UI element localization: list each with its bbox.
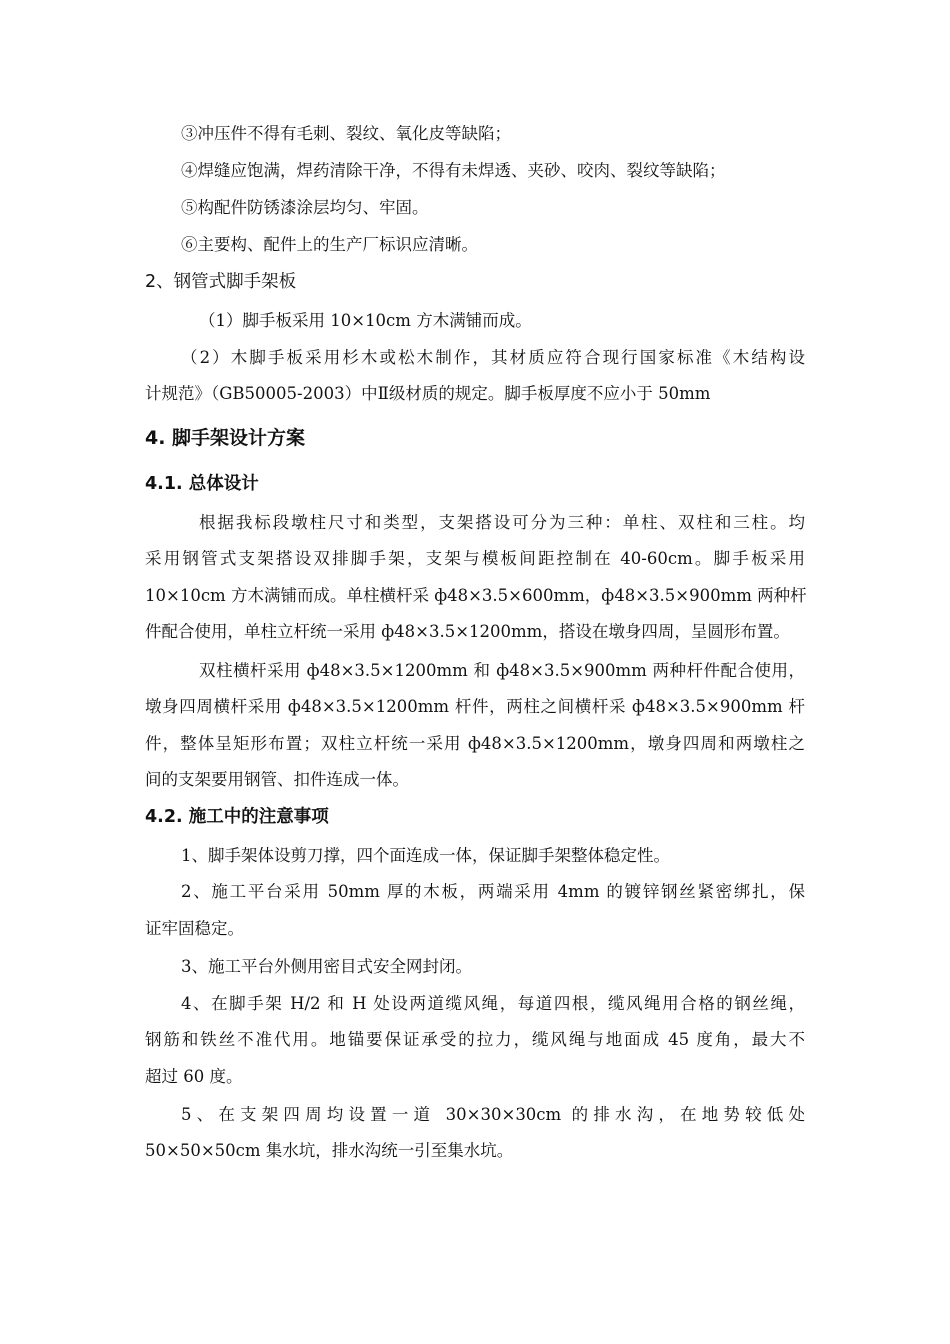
section-2-heading: 2、钢管式脚手架板 (145, 272, 297, 292)
overall-design-p2-line-1: 双柱横杆采用 ф48×3.5×1200mm 和 ф48×3.5×900mm 两种杆件配合使用， (199, 661, 805, 680)
overall-design-p2-line-3: 件，整体呈矩形布置；双柱立杆统一采用 ф48×3.5×1200mm，墩身四周和两墩柱之 (145, 734, 805, 753)
note-2-line-1: 2、施工平台采用 50mm 厚的木板，两端采用 4mm 的镀锌钢丝紧密绑扎，保 (181, 882, 805, 901)
section-4-2-heading: 4.2. 施工中的注意事项 (145, 807, 329, 827)
note-1: 1、脚手架体设剪刀撑，四个面连成一体，保证脚手架整体稳定性。 (181, 846, 670, 865)
defect-item-6: ⑥主要构、配件上的生产厂标识应清晰。 (181, 235, 478, 254)
note-5-line-2: 50×50×50cm 集水坑，排水沟统一引至集水坑。 (145, 1141, 514, 1160)
overall-design-p2-line-2: 墩身四周横杆采用 ф48×3.5×1200mm 杆件，两柱之间横杆采 ф48×3.5×900mm 杆 (145, 697, 805, 716)
note-5-line-1: 5、在支架四周均设置一道 30×30×30cm 的排水沟，在地势较低处 (181, 1105, 805, 1124)
defect-item-4: ④焊缝应饱满，焊药清除干净，不得有未焊透、夹砂、咬肉、裂纹等缺陷； (181, 161, 726, 180)
overall-design-p1-line-1: 根据我标段墩柱尺寸和类型，支架搭设可分为三种：单柱、双柱和三柱。均 (199, 513, 805, 532)
overall-design-p1-line-4: 件配合使用，单柱立杆统一采用 ф48×3.5×1200mm，搭设在墩身四周，呈圆形布置。 (145, 622, 790, 641)
overall-design-p1-line-2: 采用钢管式支架搭设双排脚手架，支架与模板间距控制在 40-60cm。脚手板采用 (145, 549, 805, 568)
note-4-line-1: 4、在脚手架 H/2 和 H 处设两道缆风绳，每道四根，缆风绳用合格的钢丝绳， (181, 994, 805, 1013)
overall-design-p1-line-3: 10×10cm 方木满铺而成。单柱横杆采 ф48×3.5×600mm，ф48×3.5×900mm 两种杆 (145, 586, 807, 605)
board-item-2-line-2: 计规范》（GB50005-2003）中Ⅱ级材质的规定。脚手板厚度不应小于 50mm (145, 384, 711, 403)
note-3: 3、施工平台外侧用密目式安全网封闭。 (181, 957, 472, 976)
chapter-4-heading: 4. 脚手架设计方案 (145, 427, 306, 449)
board-item-1: （1）脚手板采用 10×10cm 方木满铺而成。 (199, 311, 532, 330)
note-4-line-2: 钢筋和铁丝不准代用。地锚要保证承受的拉力，缆风绳与地面成 45 度角，最大不 (145, 1030, 805, 1049)
note-4-line-3: 超过 60 度。 (145, 1067, 243, 1086)
defect-item-3: ③冲压件不得有毛刺、裂纹、氧化皮等缺陷； (181, 124, 511, 143)
defect-item-5: ⑤构配件防锈漆涂层均匀、牢固。 (181, 198, 429, 217)
section-4-1-heading: 4.1. 总体设计 (145, 474, 259, 494)
note-2-line-2: 证牢固稳定。 (145, 919, 244, 938)
board-item-2-line-1: （2）木脚手板采用杉木或松木制作，其材质应符合现行国家标准《木结构设 (181, 348, 805, 367)
overall-design-p2-line-4: 间的支架要用钢管、扣件连成一体。 (145, 770, 409, 789)
